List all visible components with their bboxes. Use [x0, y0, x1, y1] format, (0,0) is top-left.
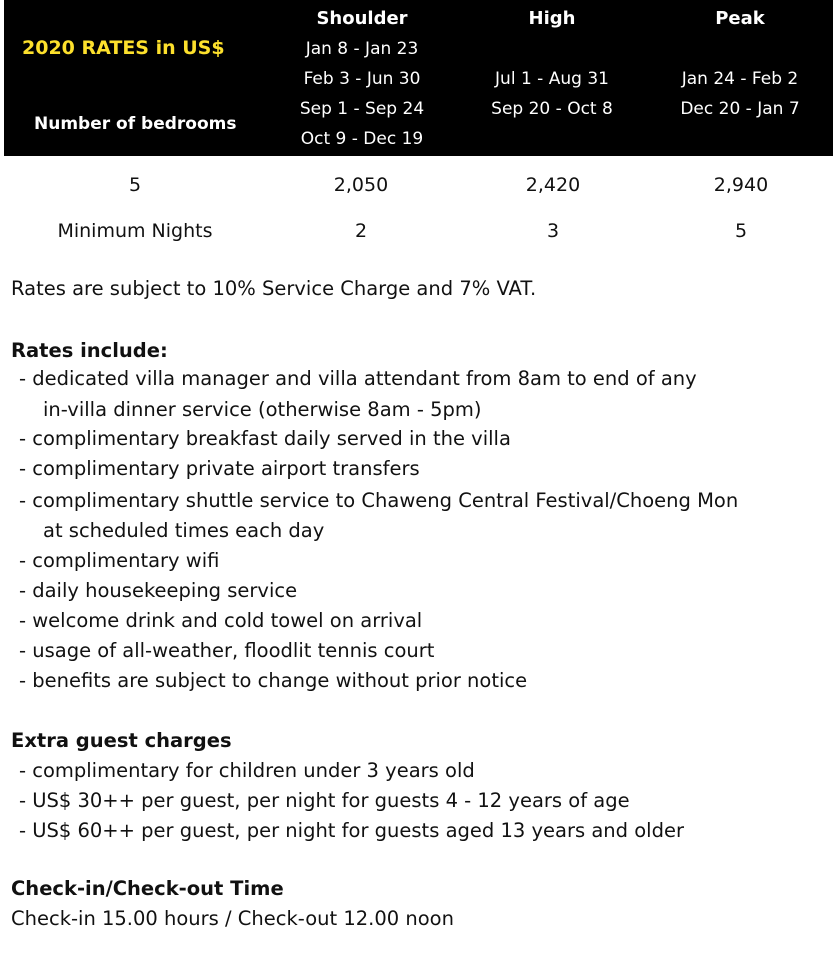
extra-guest-item: - complimentary for children under 3 years old — [19, 759, 475, 782]
shoulder-date: Sep 1 - Sep 24 — [299, 99, 425, 119]
rates-table-header — [4, 0, 833, 156]
rate-peak: 2,940 — [713, 174, 769, 196]
include-item-continued: in-villa dinner service (otherwise 8am - 5pm) — [43, 398, 482, 421]
service-charge-note: Rates are subject to 10% Service Charge and 7% VAT. — [11, 277, 537, 300]
shoulder-date: Feb 3 - Jun 30 — [303, 69, 421, 89]
high-date: Sep 20 - Oct 8 — [491, 99, 613, 119]
rate-high: 2,420 — [525, 174, 581, 196]
extra-guest-heading: Extra guest charges — [11, 729, 232, 752]
checkin-text: Check-in 15.00 hours / Check-out 12.00 noon — [11, 907, 454, 930]
min-nights-high: 3 — [546, 220, 560, 242]
column-peak: Peak — [715, 8, 765, 29]
min-nights-peak: 5 — [734, 220, 748, 242]
rates-include-heading: Rates include: — [11, 339, 168, 362]
include-item: - dedicated villa manager and villa attendant from 8am to end of any — [19, 367, 697, 390]
include-item: - complimentary shuttle service to Chaweng Central Festival/Choeng Mon — [19, 489, 739, 512]
column-high: High — [528, 8, 576, 29]
include-item: - welcome drink and cold towel on arrival — [19, 609, 423, 632]
include-item: - complimentary breakfast daily served in the villa — [19, 427, 511, 450]
checkin-heading: Check-in/Check-out Time — [11, 877, 284, 900]
extra-guest-item: - US$ 60++ per guest, per night for guests aged 13 years and older — [19, 819, 684, 842]
extra-guest-item: - US$ 30++ per guest, per night for guests 4 - 12 years of age — [19, 789, 630, 812]
bedrooms-value: 5 — [128, 174, 142, 196]
high-date: Jul 1 - Aug 31 — [495, 69, 609, 89]
minimum-nights-label: Minimum Nights — [57, 220, 213, 242]
include-item: - usage of all-weather, floodlit tennis court — [19, 639, 435, 662]
bedrooms-label: Number of bedrooms — [34, 114, 237, 134]
include-item: - daily housekeeping service — [19, 579, 298, 602]
include-item-continued: at scheduled times each day — [43, 519, 325, 542]
rate-shoulder: 2,050 — [333, 174, 389, 196]
column-shoulder: Shoulder — [316, 8, 408, 29]
rates-title: 2020 RATES in US$ — [22, 37, 225, 59]
peak-date: Jan 24 - Feb 2 — [681, 69, 799, 89]
include-item: - complimentary wifi — [19, 549, 220, 572]
shoulder-date: Oct 9 - Dec 19 — [300, 129, 424, 149]
include-item: - complimentary private airport transfers — [19, 457, 420, 480]
peak-date: Dec 20 - Jan 7 — [680, 99, 800, 119]
include-item: - benefits are subject to change without prior notice — [19, 669, 528, 692]
shoulder-date: Jan 8 - Jan 23 — [305, 39, 419, 59]
min-nights-shoulder: 2 — [354, 220, 368, 242]
